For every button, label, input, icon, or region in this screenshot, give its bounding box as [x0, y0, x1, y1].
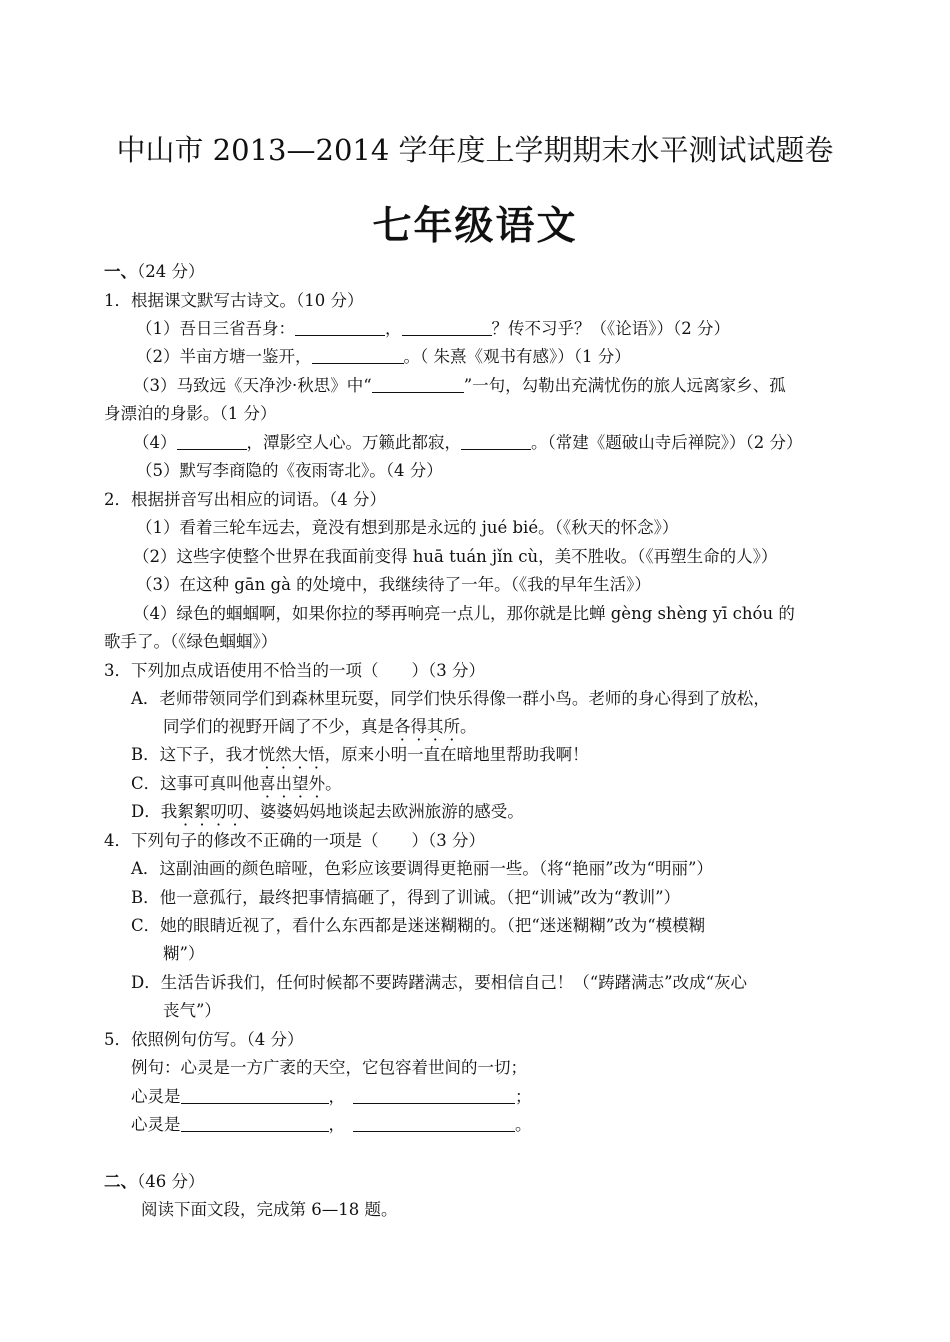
- q5-line-2-comma: ，: [328, 1115, 345, 1134]
- q3-option-d-text: D．我: [131, 802, 178, 821]
- q3-option-b-end: ，原来小明一直在暗地里帮助我啊！: [324, 745, 589, 764]
- q2-item-4: （4）绿色的蝈蝈啊，如果你拉的琴再响亮一点儿，那你就是比蝉 gèng shèng yī chóu 的: [133, 604, 795, 623]
- emphasis-dot-char: 大: [291, 745, 309, 764]
- q1-item-2: [136, 346, 631, 368]
- q3-option-b: [131, 744, 589, 766]
- q1-item-2-text-b: 。（ 朱熹《观书有感》）（1 分）: [403, 347, 631, 366]
- emphasis-dot-char: 絮: [177, 802, 194, 821]
- answer-blank[interactable]: [295, 319, 385, 336]
- q4-stem: 4．下列句子的修改不正确的一项是（ ）（3 分）: [104, 831, 485, 850]
- q3-option-a-text: 同学们的视野开阔了不少，真是: [163, 717, 394, 736]
- q1-item-3: [133, 375, 786, 397]
- section-1-score: （24 分）: [137, 262, 205, 281]
- q4-option-c: C．她的眼睛近视了，看什么东西都是迷迷糊糊的。（把“迷迷糊糊”改为“模模糊: [131, 916, 706, 935]
- emphasis-dot-char: 絮: [193, 802, 211, 821]
- q5-line-1-prefix: 心灵是: [131, 1087, 181, 1106]
- q2-stem: 2．根据拼音写出相应的词语。（4 分）: [104, 490, 386, 509]
- emphasis-dot-char: 喜: [259, 774, 276, 793]
- section-2-heading: [104, 1171, 205, 1193]
- q3-option-a-end: 。: [460, 717, 477, 736]
- section-1-label: 一、: [104, 262, 137, 281]
- q1-item-1-text-b: ，: [385, 319, 402, 338]
- q4-option-b: B．他一意孤行，最终把事情搞砸了，得到了训诫。（把“训诫”改为“教训”）: [131, 888, 681, 907]
- emphasis-dot-char: 叨: [226, 802, 244, 821]
- answer-blank[interactable]: [181, 1087, 329, 1104]
- q5-line-1-comma: ，: [328, 1087, 345, 1106]
- q3-option-a: A．老师带领同学们到森林里玩耍，同学们快乐得像一群小鸟。老师的身心得到了放松，: [131, 689, 770, 708]
- q3-stem: 3．下列加点成语使用不恰当的一项（ ）（3 分）: [104, 661, 485, 680]
- q3-option-b-text: B．这下子，我才: [131, 745, 259, 764]
- q5-line-2-prefix: 心灵是: [131, 1115, 181, 1134]
- emphasis-dot-char: 恍: [258, 745, 276, 764]
- q4-option-a: A．这副油画的颜色暗哑，色彩应该要调得更艳丽一些。（将“艳丽”改为“明丽”）: [131, 859, 713, 878]
- answer-blank[interactable]: [461, 433, 531, 450]
- q1-item-2-text-a: （2）半亩方塘一鉴开，: [136, 347, 312, 366]
- q1-item-4-text-a: （4）: [133, 433, 177, 452]
- q5-line-1-end: ；: [515, 1087, 532, 1106]
- exam-title: 中山市 2013—2014 学年度上学期期末水平测试试题卷: [116, 133, 834, 167]
- emphasis-dot-char: 各: [394, 717, 411, 736]
- q2-item-4-cont: 歌手了。（《绿色蝈蝈》）: [104, 632, 278, 651]
- section-2-intro: 阅读下面文段，完成第 6—18 题。: [141, 1200, 398, 1219]
- dotted-idiom: [177, 802, 243, 821]
- section-2-label: 二、: [104, 1172, 137, 1191]
- q5-line-2-end: 。: [515, 1115, 532, 1134]
- q2-item-3: （3）在这种 gān gà 的处境中，我继续待了一年。（《我的早年生活》）: [136, 575, 651, 594]
- q1-item-1: [136, 318, 730, 340]
- q4-option-d-cont: 丧气”）: [163, 1001, 221, 1020]
- q3-option-c-text: C．这事可真叫他: [131, 774, 260, 793]
- emphasis-dot-char: 其: [427, 717, 444, 736]
- q4-option-d: D．生活告诉我们，任何时候都不要踌躇满志，要相信自己！（“踌躇满志”改成“灰心: [131, 973, 748, 992]
- emphasis-dot-char: 叨: [210, 802, 227, 821]
- q3-option-c: [131, 773, 342, 795]
- q5-line-2: [131, 1114, 532, 1136]
- dotted-idiom: [394, 717, 460, 736]
- q3-option-d: [131, 801, 524, 823]
- section-1-heading: [104, 261, 205, 283]
- q1-stem: 1．根据课文默写古诗文。（10 分）: [104, 291, 364, 310]
- q5-example: 例句：心灵是一方广袤的天空，它包容着世间的一切；: [131, 1058, 527, 1077]
- q3-option-a-cont: [163, 716, 477, 738]
- q1-item-1-text-c: ？传不习乎？（《论语》）（2 分）: [491, 319, 730, 338]
- dotted-idiom: [259, 774, 325, 793]
- emphasis-dot-char: 然: [275, 745, 292, 764]
- q1-item-3-cont: 身漂泊的身影。（1 分）: [104, 404, 277, 423]
- q5-line-1: [131, 1086, 532, 1108]
- answer-blank[interactable]: [353, 1087, 515, 1104]
- emphasis-dot-char: 悟: [308, 745, 325, 764]
- q3-option-c-end: 。: [325, 774, 342, 793]
- answer-blank[interactable]: [312, 347, 404, 364]
- answer-blank[interactable]: [177, 433, 247, 450]
- answer-blank[interactable]: [402, 319, 492, 336]
- emphasis-dot-char: 外: [308, 774, 326, 793]
- answer-blank[interactable]: [372, 376, 464, 393]
- q1-item-4-text-c: 。（常建《题破山寺后禅院》）（2 分）: [531, 433, 803, 452]
- emphasis-dot-char: 所: [443, 717, 460, 736]
- q1-item-4: [133, 432, 803, 454]
- q1-item-1-text-a: （1）吾日三省吾身：: [136, 319, 295, 338]
- q2-item-1: （1）看着三轮车远去，竟没有想到那是永远的 jué bié。（《秋天的怀念》）: [136, 518, 679, 537]
- emphasis-dot-char: 出: [275, 774, 293, 793]
- emphasis-dot-char: 得: [410, 717, 427, 736]
- q5-stem: 5．依照例句仿写。（4 分）: [104, 1030, 304, 1049]
- emphasis-dot-char: 望: [292, 774, 309, 793]
- q1-item-3-text-a: （3）马致远《天净沙·秋思》中“: [133, 376, 372, 395]
- q3-option-d-end: 、婆婆妈妈地谈起去欧洲旅游的感受。: [243, 802, 524, 821]
- q1-item-4-text-b: ，潭影空人心。万籁此都寂，: [246, 433, 461, 452]
- section-2-score: （46 分）: [137, 1172, 205, 1191]
- q1-item-3-text-b: ”一句，勾勒出充满忧伤的旅人远离家乡、孤: [463, 376, 786, 395]
- dotted-idiom: [259, 745, 325, 764]
- q4-option-c-cont: 糊”）: [163, 944, 205, 963]
- q1-item-5: （5）默写李商隐的《夜雨寄北》。（4 分）: [136, 461, 443, 480]
- answer-blank[interactable]: [181, 1115, 329, 1132]
- exam-subtitle: 七年级语文: [372, 203, 578, 249]
- q2-item-2: （2）这些字使整个世界在我面前变得 huā tuán jǐn cù，美不胜收。（《再塑生命的人》）: [133, 547, 778, 566]
- answer-blank[interactable]: [353, 1115, 515, 1132]
